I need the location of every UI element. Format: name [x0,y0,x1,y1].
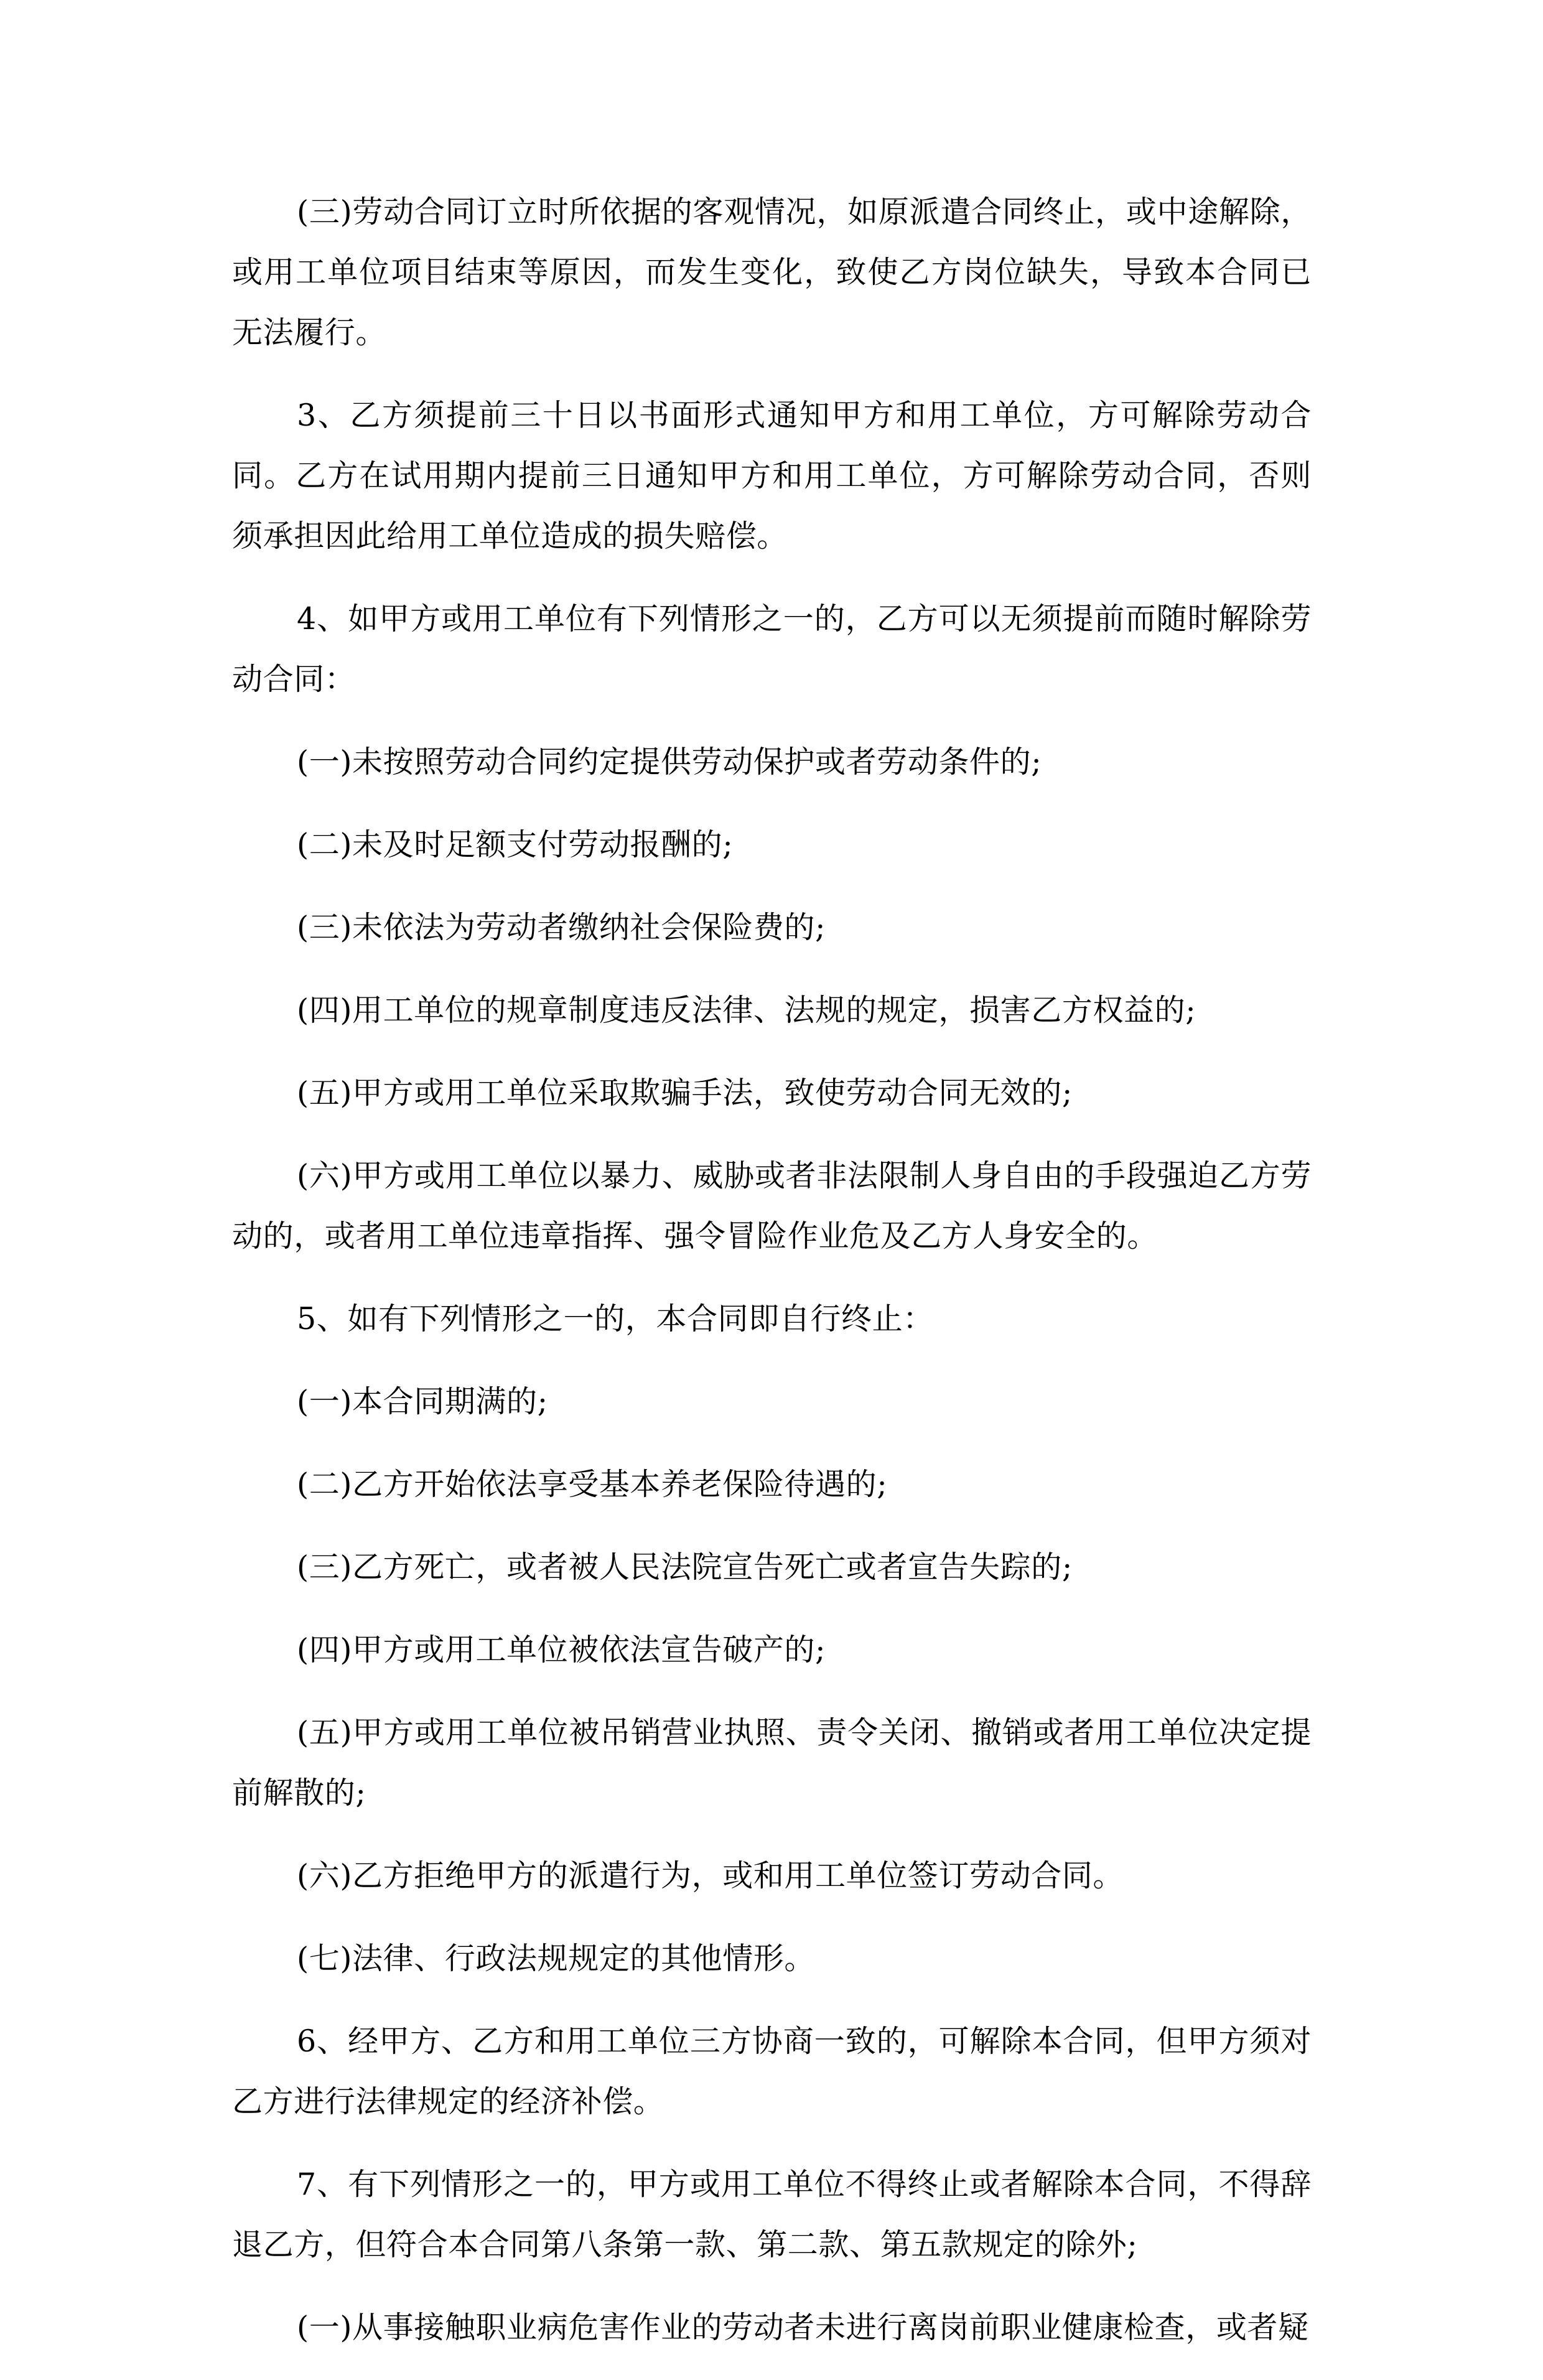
paragraph: (四)甲方或用工单位被依法宣告破产的; [297,1632,826,1668]
paragraph: (七)法律、行政法规规定的其他情形。 [297,1941,816,1976]
paragraph: (五)甲方或用工单位被吊销营业执照、责令关闭、撤销或者用工单位决定提前解散的; [232,1715,1312,1811]
paragraph: (六)甲方或用工单位以暴力、威胁或者非法限制人身自由的手段强迫乙方劳动的，或者用工单位违章指挥、强令冒险作业危及乙方人身安全的。 [232,1158,1312,1254]
paragraph: (一)未按照劳动合同约定提供劳动保护或者劳动条件的; [297,744,1042,780]
paragraph: (六)乙方拒绝甲方的派遣行为，或和用工单位签订劳动合同。 [297,1858,1124,1893]
paragraph: (四)用工单位的规章制度违反法律、法规的规定，损害乙方权益的; [297,992,1196,1028]
paragraph: (三)未依法为劳动者缴纳社会保险费的; [297,910,826,945]
paragraph: (三)乙方死亡，或者被人民法院宣告死亡或者宣告失踪的; [297,1549,1073,1585]
paragraph: 3、乙方须提前三十日以书面形式通知甲方和用工单位，方可解除劳动合同。乙方在试用期内提前三日通知甲方和用工单位，方可解除劳动合同，否则须承担因此给用工单位造成的损失赔偿。 [232,398,1312,554]
document-page [232,182,1312,2380]
paragraph: 4、如甲方或用工单位有下列情形之一的，乙方可以无须提前而随时解除劳动合同： [232,601,1312,697]
paragraph: (五)甲方或用工单位采取欺骗手法，致使劳动合同无效的; [297,1075,1073,1111]
paragraph: 7、有下列情形之一的，甲方或用工单位不得终止或者解除本合同，不得辞退乙方，但符合本合同第八条第一款、第二款、第五款规定的除外; [232,2167,1312,2262]
paragraph: (一)本合同期满的; [297,1384,548,1419]
paragraph: (二)未及时足额支付劳动报酬的; [297,827,734,862]
paragraph: (三)劳动合同订立时所依据的客观情况，如原派遣合同终止，或中途解除，或用工单位项目结束等原因，而发生变化，致使乙方岗位缺失，导致本合同已无法履行。 [232,194,1312,350]
paragraph: 5、如有下列情形之一的，本合同即自行终止： [297,1301,934,1337]
paragraph: 6、经甲方、乙方和用工单位三方协商一致的，可解除本合同，但甲方须对乙方进行法律规定的经济补偿。 [232,2023,1312,2119]
paragraph: (一)从事接触职业病危害作业的劳动者未进行离岗前职业健康检查，或者疑 [297,2310,1309,2345]
paragraph: (二)乙方开始依法享受基本养老保险待遇的; [297,1467,888,1502]
